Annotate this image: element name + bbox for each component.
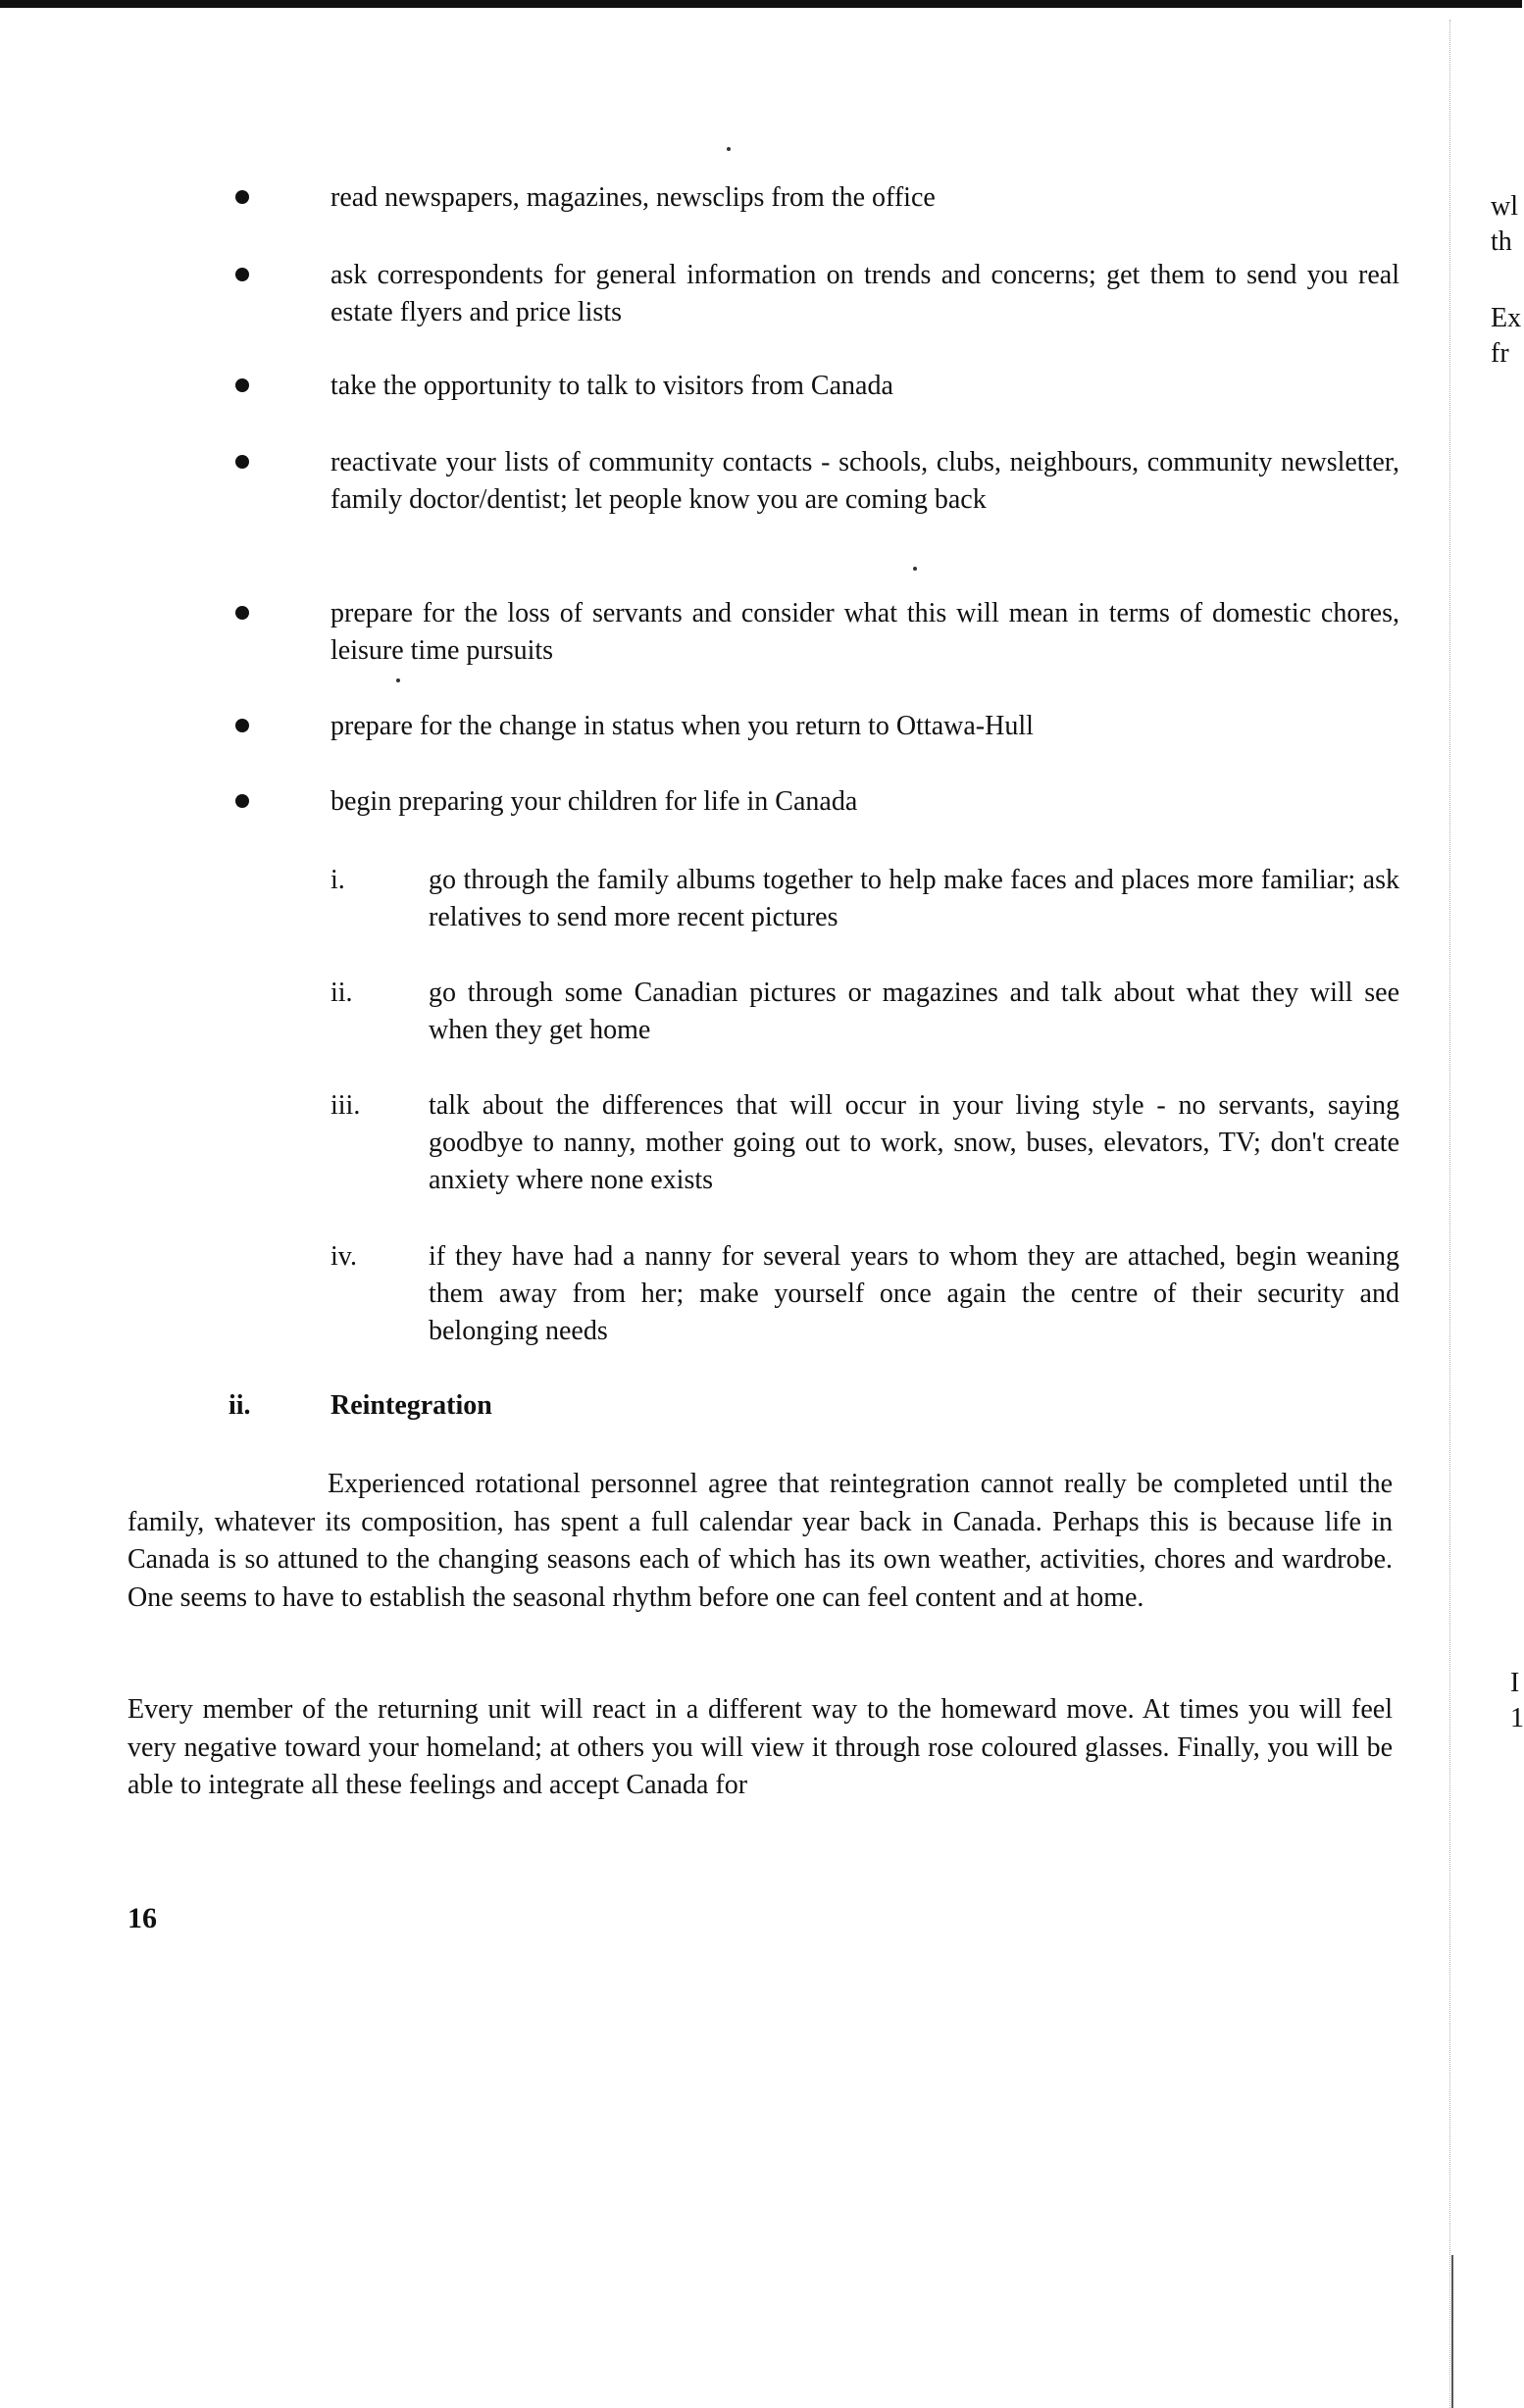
body-paragraph: Experienced rotational personnel agree that reintegration cannot really be completed until the family, whatever its composition, has spent a full calendar year back in Canada. Perhaps this is because life in Canada is so attuned to the changing seasons each of which has its own weather, activities, chores and wardrobe. One seems to have to establish the seasonal rhythm before one can feel content and at home.: [127, 1469, 1393, 1613]
scan-speck: [727, 147, 731, 151]
body-paragraph: Every member of the returning unit will react in a different way to the homeward move. At times you will feel very negative toward your homeland; at others you will view it through rose coloured glasses. Finally, you will be able to integrate all these feelings and accept Canada for: [127, 1694, 1393, 1800]
page-number: 16: [127, 1902, 157, 1934]
facing-page-fragment: th: [1491, 226, 1512, 257]
bullet-text: ask correspondents for general information on trends and concerns; get them to send you real estate flyers and price lists: [330, 260, 1399, 327]
bullet-icon: [235, 455, 249, 469]
facing-page-gutter: [1449, 20, 1450, 2408]
bullet-text: prepare for the change in status when you return to Ottawa-Hull: [330, 711, 1034, 741]
sublist-number: ii.: [330, 978, 353, 1008]
sublist-number: i.: [330, 865, 345, 895]
scan-speck: [396, 678, 400, 682]
bullet-icon: [235, 268, 249, 281]
sublist-number: iii.: [330, 1090, 361, 1121]
sublist-text: talk about the differences that will occur in your living style - no servants, saying goodbye to nanny, mother going out to work, snow, buses, elevators, TV; don't create anxiety where none exists: [429, 1090, 1399, 1195]
bullet-text: begin preparing your children for life in Canada: [330, 786, 858, 817]
facing-page-fragment: 1: [1510, 1703, 1524, 1733]
bullet-text: prepare for the loss of servants and consider what this will mean in terms of domestic chores, leisure time pursuits: [330, 598, 1399, 666]
facing-page-fragment: fr: [1491, 338, 1509, 369]
facing-page-fragment: wl: [1491, 191, 1518, 222]
bullet-text: take the opportunity to talk to visitors from Canada: [330, 371, 893, 401]
bullet-icon: [235, 378, 249, 392]
sublist-text: go through the family albums together to help make faces and places more familiar; ask relatives to send more recent pictures: [429, 865, 1399, 932]
bullet-icon: [235, 719, 249, 732]
bullet-text: reactivate your lists of community contacts - schools, clubs, neighbours, community newsletter, family doctor/dentist; let people know you are coming back: [330, 447, 1399, 515]
facing-page-fragment: Ex: [1491, 303, 1522, 333]
bullet-icon: [235, 606, 249, 620]
section-number: ii.: [229, 1390, 251, 1421]
bullet-text: read newspapers, magazines, newsclips from the office: [330, 182, 936, 213]
bullet-icon: [235, 190, 249, 204]
gutter-shadow: [1451, 2255, 1453, 2408]
bullet-icon: [235, 794, 249, 808]
facing-page-fragment: I: [1510, 1668, 1520, 1698]
scan-top-border: [0, 0, 1522, 8]
section-title: Reintegration: [330, 1390, 492, 1421]
sublist-text: go through some Canadian pictures or magazines and talk about what they will see when they get home: [429, 978, 1399, 1045]
scan-speck: [913, 567, 917, 571]
sublist-number: iv.: [330, 1241, 357, 1272]
sublist-text: if they have had a nanny for several years to whom they are attached, begin weaning them away from her; make yourself once again the centre of their security and belonging needs: [429, 1241, 1399, 1346]
